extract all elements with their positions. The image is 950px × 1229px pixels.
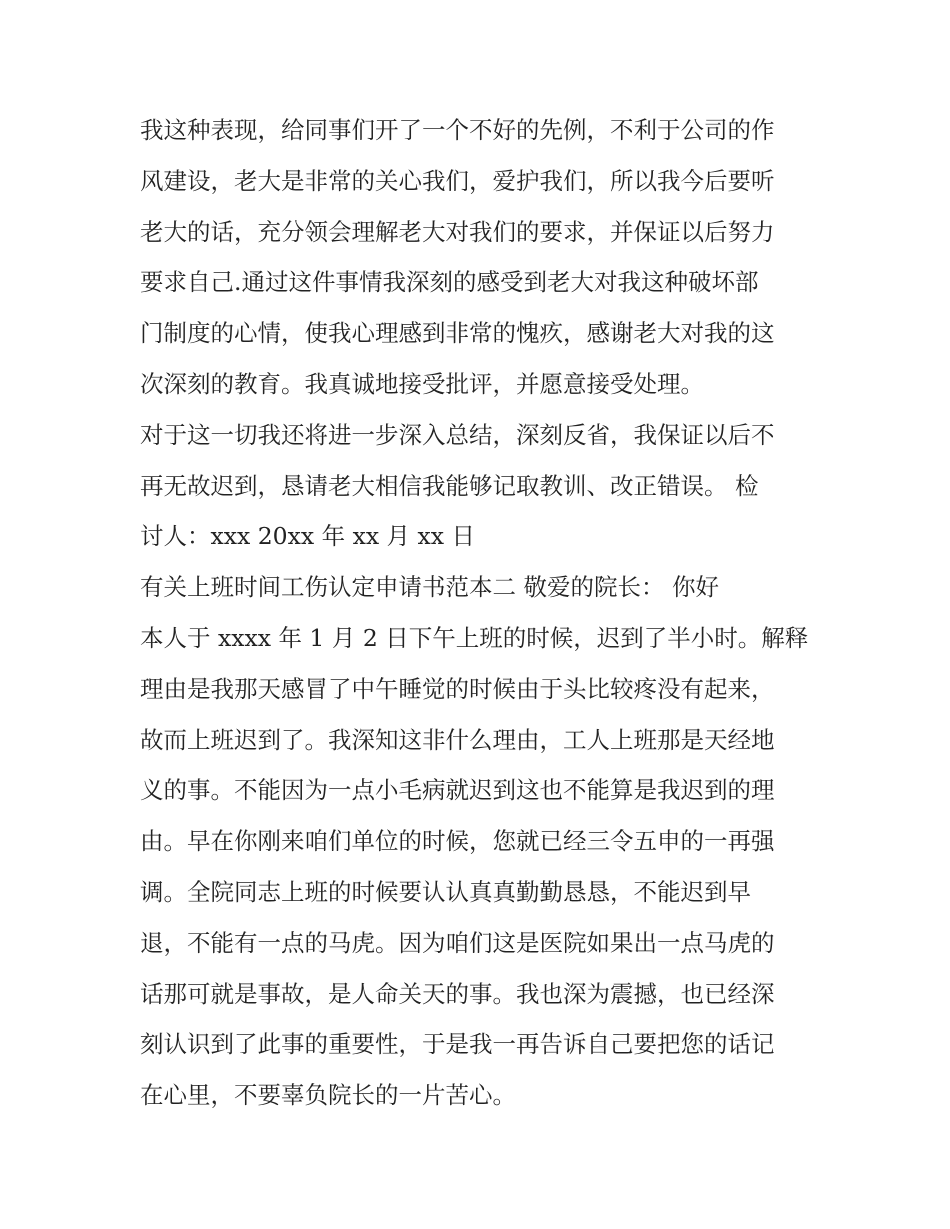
text-line: 老大的话，充分领会理解老大对我们的要求，并保证以后努力: [140, 217, 775, 246]
text-line: 有关上班时间工伤认定申请书范本二 敬爱的院长： 你好: [140, 573, 719, 602]
text-line: 对于这一切我还将进一步深入总结，深刻反省，我保证以后不: [140, 420, 775, 449]
text-line: 调。全院同志上班的时候要认认真真勤勤恳恳，不能迟到早: [140, 877, 751, 906]
text-line: 退，不能有一点的马虎。因为咱们这是医院如果出一点马虎的: [140, 928, 775, 957]
text-line: 刻认识到了此事的重要性，于是我一再告诉自己要把您的话记: [140, 1030, 775, 1059]
text-line: 要求自己.通过这件事情我深刻的感受到老大对我这种破坏部: [140, 268, 759, 297]
text-line: 在心里，不要辜负院长的一片苦心。: [140, 1081, 516, 1110]
text-line: 本人于 xxxx 年 1 月 2 日下午上班的时候，迟到了半小时。解释: [140, 623, 809, 652]
text-line: 我这种表现，给同事们开了一个不好的先例，不利于公司的作: [140, 116, 775, 144]
document-body: [140, 105, 820, 1121]
text-line: 义的事。不能因为一点小毛病就迟到这也不能算是我迟到的理: [140, 776, 775, 805]
text-line: 讨人：xxx 20xx 年 xx 月 xx 日: [140, 522, 476, 551]
text-line: 由。早在你刚来咱们单位的时候，您就已经三令五申的一再强: [140, 827, 775, 856]
text-line: 风建设，老大是非常的关心我们，爱护我们，所以我今后要听: [140, 166, 775, 195]
text-line: 故而上班迟到了。我深知这非什么理由，工人上班那是天经地: [140, 725, 775, 754]
text-line: 话那可就是事故，是人命关天的事。我也深为震撼，也已经深: [140, 979, 775, 1008]
text-line: 次深刻的教育。我真诚地接受批评，并愿意接受处理。: [140, 369, 704, 398]
text-line: 再无故迟到，恳请老大相信我能够记取教训、改正错误。 检: [140, 471, 759, 500]
text-line: 门制度的心情，使我心理感到非常的愧疚，感谢老大对我的这: [140, 319, 775, 348]
text-line: 理由是我那天感冒了中午睡觉的时候由于头比较疼没有起来，: [140, 674, 775, 703]
